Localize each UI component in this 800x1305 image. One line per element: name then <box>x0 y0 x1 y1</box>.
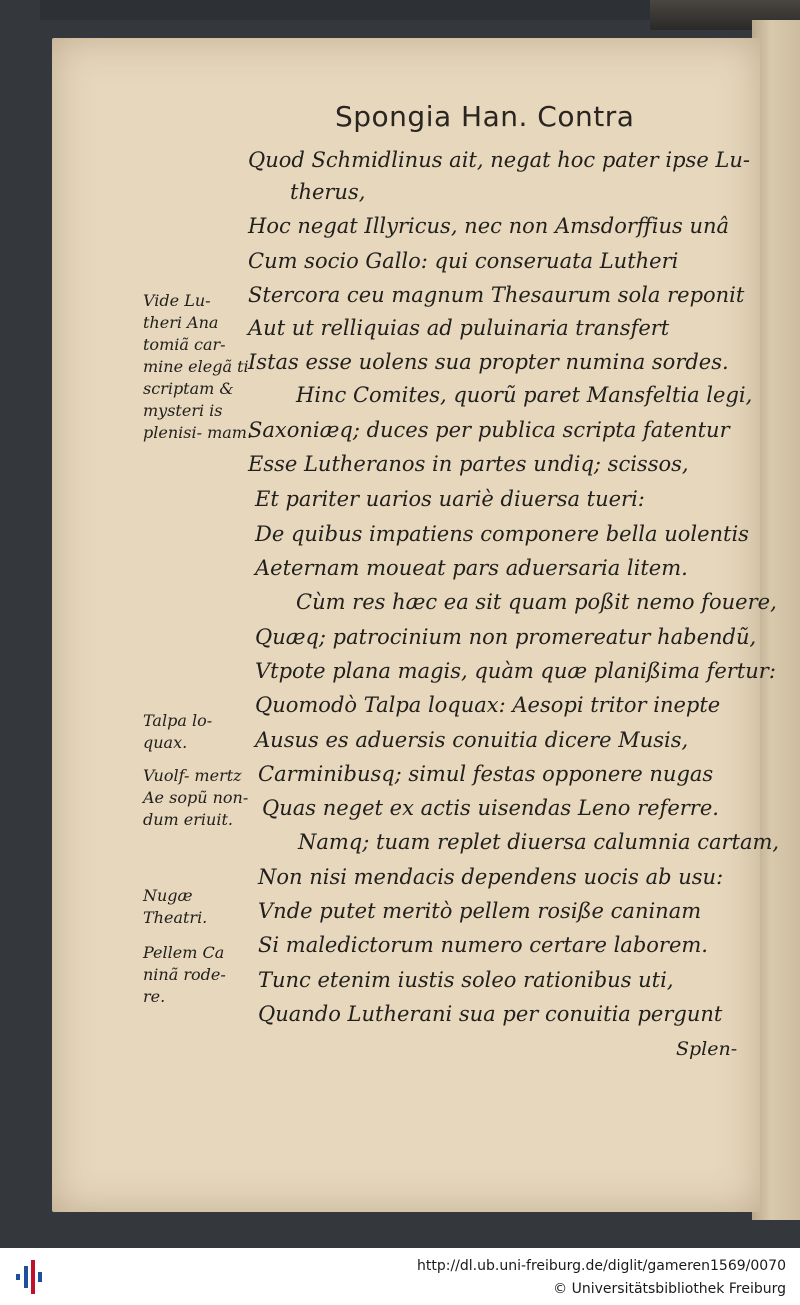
text-line: De quibus impatiens componere bella uolentis <box>255 522 749 546</box>
text-line: Tunc etenim iustis soleo rationibus uti, <box>258 968 674 992</box>
text-line: Non nisi mendacis dependens uocis ab usu: <box>258 865 724 889</box>
text-line: Istas esse uolens sua propter numina sordes. <box>248 350 729 374</box>
text-line: Aut ut relliquias ad puluinaria transfert <box>248 316 670 340</box>
text-line: therus, <box>290 180 366 204</box>
text-line: Hinc Comites, quorũ paret Mansfeltia legi, <box>296 383 753 407</box>
catchword: Splen- <box>676 1038 738 1060</box>
margin-note: Talpa lo- quax. <box>143 711 213 752</box>
copyright-text: © Universitätsbibliothek Freiburg <box>553 1281 786 1297</box>
text-line: Quando Lutherani sua per conuitia pergunt <box>258 1002 723 1026</box>
text-line: Vtpote plana magis, quàm quæ planißima fertur: <box>255 659 776 683</box>
text-line: Quomodò Talpa loquax: Aesopi tritor inepte <box>255 693 721 717</box>
text-line: Hoc negat Illyricus, nec non Amsdorffius unâ <box>248 214 730 238</box>
text-line: Ausus es aduersis conuitia dicere Musis, <box>255 728 689 752</box>
text-line: Namq; tuam replet diuersa calumnia cartam, <box>298 830 780 854</box>
text-line: Quod Schmidlinus ait, negat hoc pater ipse Lu- <box>248 148 750 172</box>
footer-bar <box>0 1248 800 1305</box>
permalink-url[interactable]: http://dl.ub.uni-freiburg.de/diglit/gameren1569/0070 <box>417 1258 786 1274</box>
text-line: Quæq; patrocinium non promereatur habendũ, <box>255 625 757 649</box>
text-line: Vnde putet meritò pellem rosiße caninam <box>258 899 702 923</box>
text-line: Esse Lutheranos in partes undiq; scissos, <box>248 452 689 476</box>
text-line: Si maledictorum numero certare laborem. <box>258 933 708 957</box>
margin-note: Vuolf- mertz Ae sopũ non- dum eriuit. <box>143 766 249 829</box>
page-header: Spongia Han. Contra <box>335 100 635 133</box>
margin-note: Nugæ Theatri. <box>143 886 208 927</box>
text-line: Stercora ceu magnum Thesaurum sola reponit <box>248 283 745 307</box>
text-line: Cùm res hæc ea sit quam poßit nemo fouere, <box>296 590 777 614</box>
text-line: Quas neget ex actis uisendas Leno referre. <box>262 796 719 820</box>
text-line: Carminibusq; simul festas opponere nugas <box>258 762 714 786</box>
library-logo-icon <box>12 1256 52 1296</box>
text-line: Aeternam moueat pars aduersaria litem. <box>255 556 688 580</box>
text-line: Et pariter uarios uariè diuersa tueri: <box>255 487 645 511</box>
text-line: Cum socio Gallo: qui conseruata Lutheri <box>248 249 679 273</box>
text-line: Saxoniæq; duces per publica scripta fatentur <box>248 418 730 442</box>
margin-note: Vide Lu- theri Ana tomiã car- mine elegã ti scriptam & mysteri is plenisi- mam. <box>143 291 253 442</box>
margin-note: Pellem Ca ninã rode- re. <box>143 943 226 1006</box>
